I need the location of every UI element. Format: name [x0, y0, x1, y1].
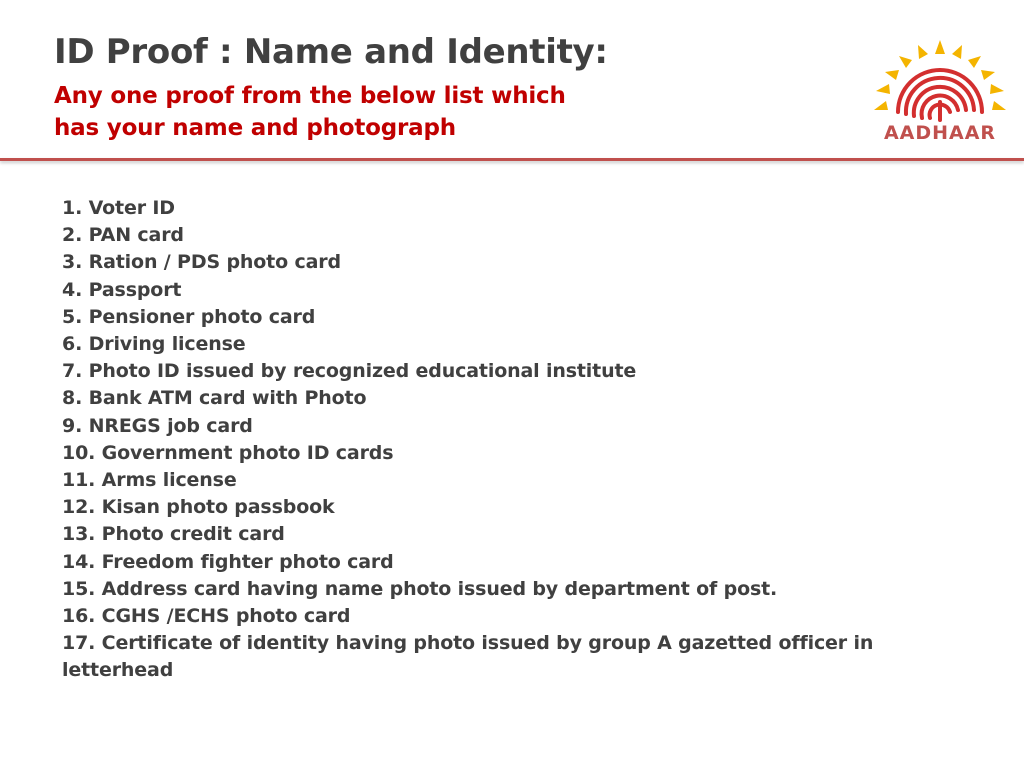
aadhaar-logo — [870, 38, 1010, 150]
list-item: 2. PAN card — [62, 224, 184, 247]
list-item: 1. Voter ID — [62, 197, 175, 219]
list-item: 17. Certificate of identity having photo issued by group A gazetted officer in letterhead — [62, 632, 874, 682]
list-item: 9. NREGS job card — [62, 414, 253, 437]
list-item: 11. Arms license — [62, 469, 237, 492]
list-item: 8. Bank ATM card with Photo — [62, 387, 367, 410]
list-item: 13. Photo credit card — [62, 523, 285, 546]
aadhaar-sun-fingerprint-icon — [870, 38, 1010, 124]
list-item: 16. CGHS /ECHS photo card — [62, 605, 351, 628]
list-item: 10. Government photo ID cards — [62, 441, 394, 464]
subtitle-line-1: Any one proof from the below list which — [54, 83, 566, 109]
list-item: 6. Driving license — [62, 333, 246, 356]
page-title: ID Proof : Name and Identity: — [54, 32, 608, 72]
aadhaar-logo-text: AADHAAR — [883, 122, 997, 144]
list-item: 12. Kisan photo passbook — [62, 496, 335, 519]
header-divider — [0, 158, 1024, 161]
subtitle-line-2: has your name and photograph — [54, 115, 456, 141]
list-item: 5. Pensioner photo card — [62, 305, 316, 328]
page-subtitle — [54, 80, 674, 144]
proof-list — [62, 195, 962, 685]
list-item: 4. Passport — [62, 278, 182, 301]
list-item: 7. Photo ID issued by recognized educational institute — [62, 360, 637, 383]
list-item: 14. Freedom fighter photo card — [62, 550, 394, 573]
list-item: 15. Address card having name photo issued by department of post. — [62, 577, 778, 600]
list-item: 3. Ration / PDS photo card — [62, 251, 341, 274]
